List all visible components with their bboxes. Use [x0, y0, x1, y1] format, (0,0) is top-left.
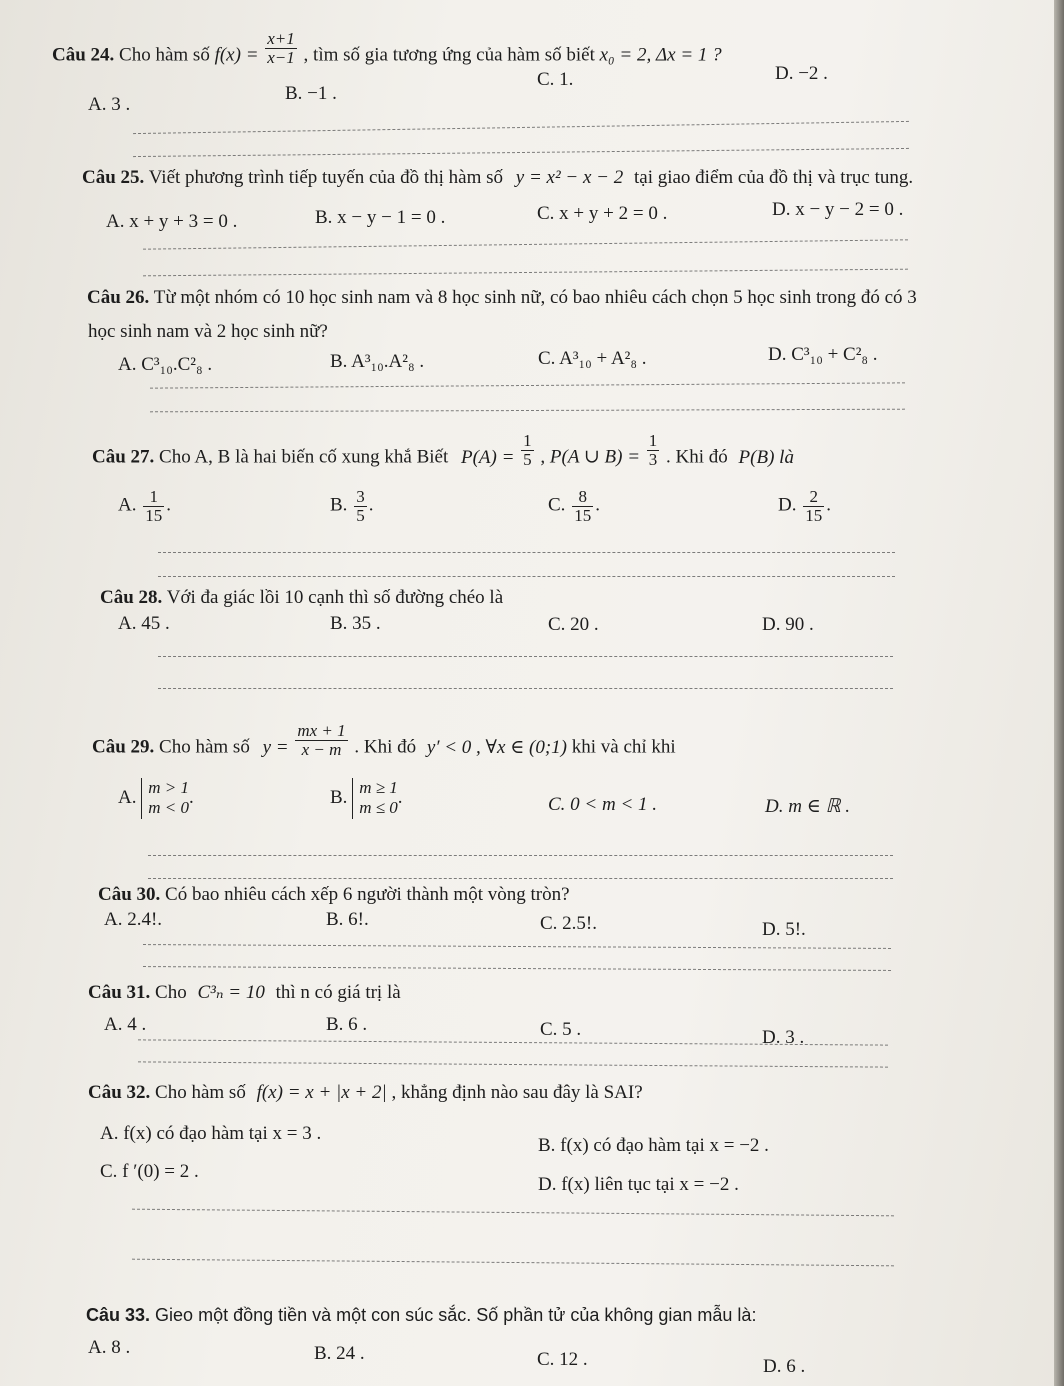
question-26 [87, 288, 917, 307]
q29-a-system [141, 778, 189, 819]
q29-y: y = [262, 736, 289, 758]
q32-title: Câu 32. [88, 1082, 151, 1103]
q27-d-fraction [803, 488, 824, 525]
q28-title: Câu 28. [100, 587, 163, 608]
q29-denominator: x − m [301, 739, 342, 759]
q30-title: Câu 30. [98, 884, 161, 905]
question-25 [82, 168, 913, 187]
q29-title: Câu 29. [92, 736, 155, 758]
q30-option-b: B. 6!. [326, 909, 369, 930]
answer-line [158, 552, 895, 553]
q25-option-a: A. x + y + 3 = 0 . [106, 211, 238, 232]
q30-option-d: D. 5!. [762, 919, 806, 940]
q26-text2: học sinh nam và 2 học sinh nữ? [88, 321, 328, 342]
q28-option-d: D. 90 . [762, 614, 814, 635]
q27-a-numerator: 1 [143, 488, 164, 507]
q24-option-d: D. −2 . [775, 63, 828, 84]
q27-c-denominator: 15 [574, 505, 592, 525]
q29-a-line1: m > 1 [148, 778, 189, 797]
q27-option-b [330, 488, 373, 525]
question-27 [92, 431, 794, 477]
q27-d-dot: . [826, 494, 831, 516]
q26-option-c: C. A³₁₀ + A²₈ . [538, 348, 647, 369]
answer-line [158, 688, 893, 689]
q27-pu-fraction [647, 432, 660, 469]
q29-option-b [330, 778, 403, 819]
q26-option-d: D. C³₁₀ + C²₈ . [768, 344, 878, 365]
q24-title: Câu 24. [52, 44, 115, 66]
q33-option-d: D. 6 . [763, 1356, 806, 1377]
q29-option-a [118, 778, 194, 819]
q25-equation: y = x² − x − 2 [515, 167, 624, 188]
q27-a-denominator: 15 [145, 505, 163, 525]
q27-d-denominator: 15 [805, 505, 823, 525]
q27-d-numerator: 2 [803, 488, 824, 507]
q27-pu-numerator: 1 [648, 431, 658, 450]
q29-b-line2: m ≤ 0 [359, 798, 398, 818]
q27-b-fraction [354, 488, 367, 525]
answer-line [148, 855, 893, 856]
q33-title: Câu 33. [86, 1305, 151, 1325]
q29-b-label: B. [330, 786, 348, 808]
q27-c-label: C. [548, 494, 566, 516]
q27-pa-denominator: 5 [523, 449, 532, 469]
q27-option-c [548, 488, 600, 525]
q26-option-b: B. A³₁₀.A²₈ . [330, 351, 425, 372]
q27-b-numerator: 3 [356, 487, 365, 506]
q27-a-label: A. [118, 494, 137, 516]
q33-option-a: A. 8 . [88, 1337, 131, 1358]
q29-fraction [295, 722, 347, 759]
q25-text1: Viết phương trình tiếp tuyến của đồ thị hàm số [148, 167, 504, 188]
q29-option-c: C. 0 < m < 1 . [548, 794, 658, 815]
q29-b-line1: m ≥ 1 [359, 778, 398, 797]
q28-option-c: C. 20 . [548, 614, 599, 635]
q29-option-d: D. m ∈ ℝ . [765, 796, 851, 817]
q29-numerator: mx + 1 [297, 721, 346, 740]
q27-c-dot: . [595, 494, 600, 516]
q31-equation: C³ₙ = 10 [197, 982, 265, 1003]
question-29 [92, 721, 676, 767]
answer-line [158, 576, 895, 577]
q32-equation: f(x) = x + |x + 2| [256, 1082, 387, 1103]
question-33 [86, 1306, 756, 1324]
q24-option-b: B. −1 . [285, 83, 337, 104]
q30-option-a: A. 2.4!. [104, 909, 163, 930]
q25-option-c: C. x + y + 2 = 0 . [537, 203, 668, 224]
page-edge-shadow [1054, 0, 1064, 1386]
q26-option-a: A. C³₁₀.C²₈ . [118, 354, 213, 375]
q29-condition: y′ < 0 , ∀x ∈ (0;1) [426, 736, 567, 758]
q28-text1: Với đa giác lồi 10 cạnh thì số đường chéo là [166, 587, 504, 608]
q27-option-d [778, 488, 831, 525]
q26-text1: Từ một nhóm có 10 học sinh nam và 8 học sinh nữ, có bao nhiêu cách chọn 5 học sinh trong đó có 3 [153, 287, 917, 308]
q24-option-a: A. 3 . [88, 94, 131, 115]
question-32 [88, 1083, 643, 1102]
q24-condition: x₀ = 2, Δx = 1 ? [599, 44, 722, 66]
q32-option-c: C. f ′(0) = 2 . [100, 1161, 199, 1182]
q32-option-d: D. f(x) liên tục tại x = −2 . [538, 1174, 739, 1195]
q32-option-b: B. f(x) có đạo hàm tại x = −2 . [538, 1135, 769, 1156]
q24-text1: Cho hàm số [119, 44, 210, 66]
q24-denominator: x−1 [267, 47, 295, 67]
q33-option-b: B. 24 . [314, 1343, 365, 1364]
q29-text2: . Khi đó [354, 736, 417, 758]
q31-text1: Cho [155, 982, 187, 1003]
q27-d-label: D. [778, 494, 797, 516]
q33-option-c: C. 12 . [537, 1349, 588, 1370]
q26-title: Câu 26. [87, 287, 150, 308]
q27-a-dot: . [166, 494, 171, 516]
q27-pu: , P(A ∪ B) = [540, 446, 641, 468]
q27-option-a [118, 488, 171, 525]
q29-a-label: A. [118, 786, 137, 808]
q31-option-d: D. 3 . [762, 1027, 805, 1048]
q27-b-dot: . [368, 494, 374, 516]
answer-line [158, 656, 893, 657]
q31-option-c: C. 5 . [540, 1019, 582, 1040]
q28-option-a: A. 45 . [118, 613, 170, 634]
q24-fx: f(x) = [214, 44, 259, 66]
q27-pb: P(B) là [738, 446, 794, 468]
q27-pa: P(A) = [460, 446, 515, 468]
q31-title: Câu 31. [88, 982, 151, 1003]
q29-b-dot: . [397, 786, 403, 808]
q25-option-d: D. x − y − 2 = 0 . [772, 199, 904, 220]
q29-b-system [352, 778, 398, 819]
question-28 [100, 588, 503, 607]
q29-text3: khi và chỉ khi [571, 736, 676, 758]
q24-option-c: C. 1. [537, 69, 574, 90]
q25-option-b: B. x − y − 1 = 0 . [315, 207, 446, 228]
q28-option-b: B. 35 . [330, 613, 381, 634]
q27-pu-denominator: 3 [648, 449, 658, 469]
q31-text2: thì n có giá trị là [275, 982, 401, 1003]
q24-text2: , tìm số gia tương ứng của hàm số biết [303, 44, 595, 66]
q30-text1: Có bao nhiêu cách xếp 6 người thành một vòng tròn? [165, 884, 570, 905]
q31-option-b: B. 6 . [326, 1014, 368, 1035]
question-31 [88, 983, 401, 1002]
q30-option-c: C. 2.5!. [540, 913, 597, 934]
q27-title: Câu 27. [92, 446, 155, 468]
q27-text1: Cho A, B là hai biến cố xung khắ Biết [159, 446, 449, 468]
q24-fraction [265, 30, 297, 67]
q27-c-fraction [572, 488, 593, 525]
q25-text2: tại giao điểm của đồ thị và trục tung. [633, 167, 914, 188]
q27-pa-numerator: 1 [523, 431, 532, 450]
q29-text1: Cho hàm số [159, 736, 250, 758]
q29-a-line2: m < 0 [148, 798, 189, 818]
q24-numerator: x+1 [267, 29, 295, 48]
q32-option-a: A. f(x) có đạo hàm tại x = 3 . [100, 1123, 322, 1144]
q33-text1: Gieo một đồng tiền và một con súc sắc. Số phần tử của không gian mẫu là: [155, 1305, 757, 1325]
q25-title: Câu 25. [82, 167, 145, 188]
q32-text1: Cho hàm số [155, 1082, 246, 1103]
question-30 [98, 885, 570, 904]
q27-text2: . Khi đó [666, 446, 728, 468]
q32-text2: , khẳng định nào sau đây là SAI? [391, 1082, 643, 1103]
q27-pa-fraction [521, 432, 534, 469]
q27-b-denominator: 5 [356, 505, 365, 525]
q29-a-dot: . [188, 786, 194, 808]
q27-a-fraction [143, 488, 164, 525]
question-24 [52, 29, 722, 75]
q27-c-numerator: 8 [572, 488, 593, 507]
q27-b-label: B. [330, 494, 348, 516]
q31-option-a: A. 4 . [104, 1014, 147, 1035]
answer-line [148, 878, 893, 879]
